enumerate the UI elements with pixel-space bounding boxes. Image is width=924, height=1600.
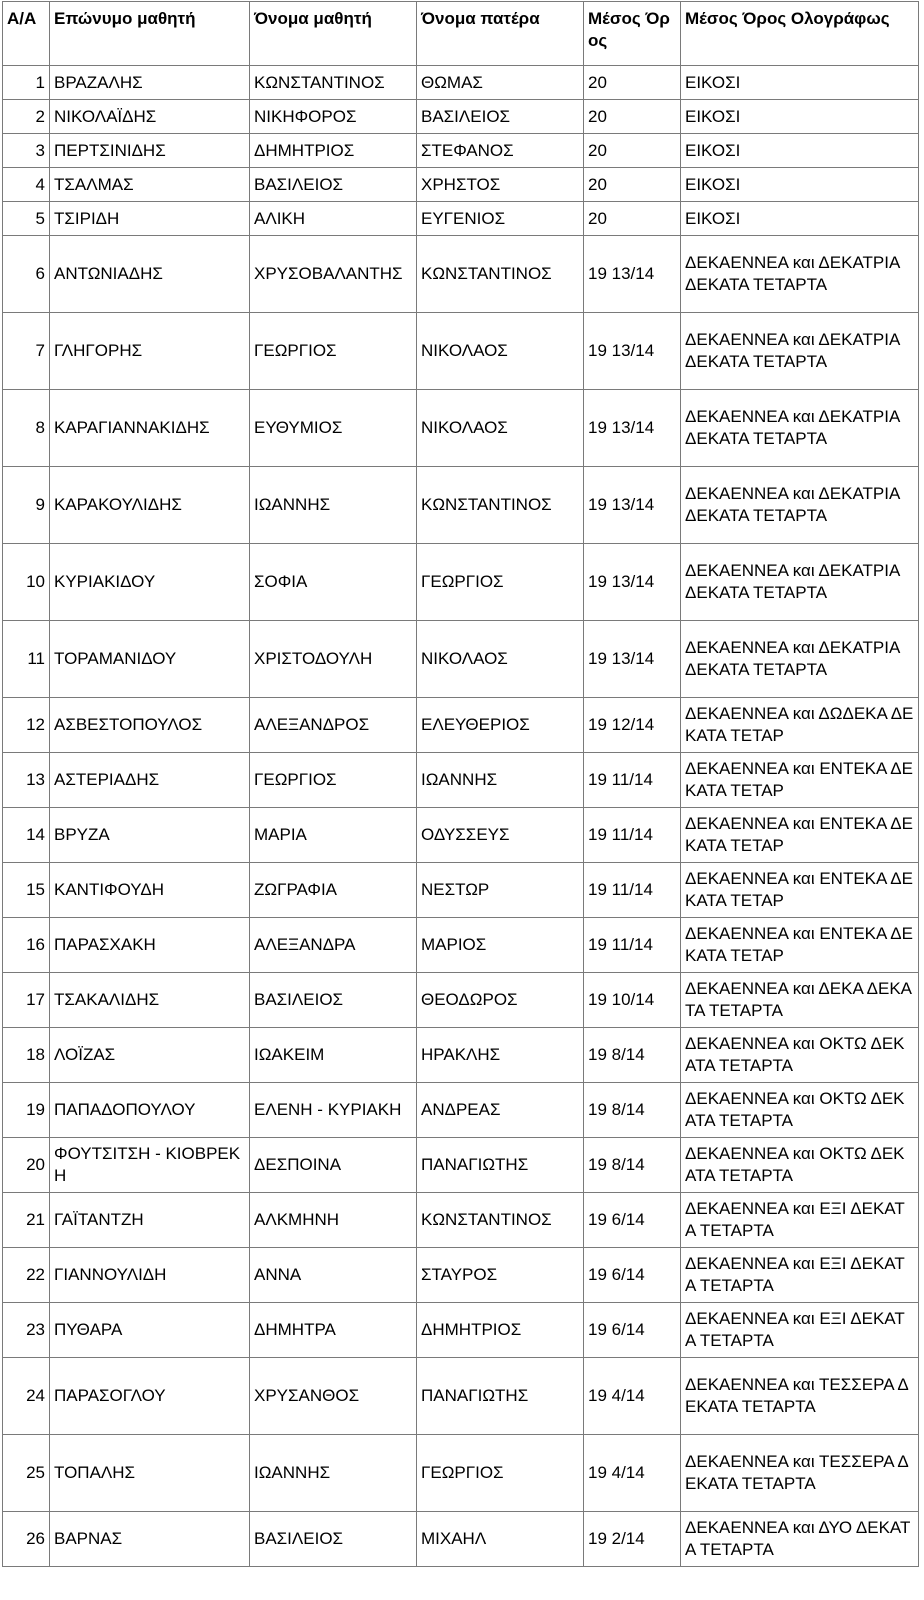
table-row xyxy=(3,973,919,1028)
cell-aa: 12 xyxy=(3,698,50,753)
cell-average-words: ΕΙΚΟΣΙ xyxy=(681,100,919,134)
cell-surname: ΠΕΡΤΣΙΝΙΔΗΣ xyxy=(50,134,250,168)
cell-average-words: ΔΕΚΑΕΝΝΕΑ και ΔΥΟ ΔΕΚΑΤΑ ΤΕΤΑΡΤΑ xyxy=(681,1512,919,1567)
grades-table xyxy=(2,1,919,1567)
cell-father: ΒΑΣΙΛΕΙΟΣ xyxy=(417,100,584,134)
table-row xyxy=(3,918,919,973)
cell-father: ΗΡΑΚΛΗΣ xyxy=(417,1028,584,1083)
cell-father: ΣΤΕΦΑΝΟΣ xyxy=(417,134,584,168)
cell-average-words: ΕΙΚΟΣΙ xyxy=(681,134,919,168)
header-row xyxy=(3,2,919,66)
cell-surname: ΑΣΒΕΣΤΟΠΟΥΛΟΣ xyxy=(50,698,250,753)
cell-average: 19 11/14 xyxy=(584,863,681,918)
cell-father: ΘΩΜΑΣ xyxy=(417,66,584,100)
table-row xyxy=(3,698,919,753)
table-row xyxy=(3,1248,919,1303)
header-average: Μέσος Όρος xyxy=(584,2,681,66)
cell-average-words: ΕΙΚΟΣΙ xyxy=(681,168,919,202)
cell-aa: 21 xyxy=(3,1193,50,1248)
cell-average-words: ΔΕΚΑΕΝΝΕΑ και ΕΞΙ ΔΕΚΑΤΑ ΤΕΤΑΡΤΑ xyxy=(681,1248,919,1303)
cell-aa: 25 xyxy=(3,1435,50,1512)
cell-father: ΔΗΜΗΤΡΙΟΣ xyxy=(417,1303,584,1358)
cell-surname: ΤΣΑΚΑΛΙΔΗΣ xyxy=(50,973,250,1028)
cell-aa: 14 xyxy=(3,808,50,863)
cell-father: ΕΛΕΥΘΕΡΙΟΣ xyxy=(417,698,584,753)
cell-surname: ΚΑΡΑΚΟΥΛΙΔΗΣ xyxy=(50,467,250,544)
cell-aa: 1 xyxy=(3,66,50,100)
cell-surname: ΝΙΚΟΛΑΪΔΗΣ xyxy=(50,100,250,134)
cell-father: ΝΙΚΟΛΑΟΣ xyxy=(417,313,584,390)
cell-average-words: ΔΕΚΑΕΝΝΕΑ και ΟΚΤΩ ΔΕΚΑΤΑ ΤΕΤΑΡΤΑ xyxy=(681,1138,919,1193)
table-row xyxy=(3,313,919,390)
header-father: Όνομα πατέρα xyxy=(417,2,584,66)
table-row xyxy=(3,202,919,236)
cell-average: 19 2/14 xyxy=(584,1512,681,1567)
cell-surname: ΠΥΘΑΡΑ xyxy=(50,1303,250,1358)
cell-name: ΣΟΦΙΑ xyxy=(250,544,417,621)
cell-average-words: ΔΕΚΑΕΝΝΕΑ και ΔΕΚΑΤΡΙΑ ΔΕΚΑΤΑ ΤΕΤΑΡΤΑ xyxy=(681,621,919,698)
table-row xyxy=(3,100,919,134)
table-row xyxy=(3,134,919,168)
cell-average-words: ΔΕΚΑΕΝΝΕΑ και ΔΕΚΑΤΡΙΑ ΔΕΚΑΤΑ ΤΕΤΑΡΤΑ xyxy=(681,390,919,467)
cell-aa: 9 xyxy=(3,467,50,544)
table-row xyxy=(3,1193,919,1248)
cell-average: 19 12/14 xyxy=(584,698,681,753)
table-row xyxy=(3,66,919,100)
cell-average: 19 6/14 xyxy=(584,1193,681,1248)
cell-aa: 7 xyxy=(3,313,50,390)
cell-father: ΟΔΥΣΣΕΥΣ xyxy=(417,808,584,863)
cell-average: 19 13/14 xyxy=(584,621,681,698)
cell-father: ΝΕΣΤΩΡ xyxy=(417,863,584,918)
cell-name: ΕΥΘΥΜΙΟΣ xyxy=(250,390,417,467)
cell-father: ΙΩΑΝΝΗΣ xyxy=(417,753,584,808)
cell-surname: ΓΛΗΓΟΡΗΣ xyxy=(50,313,250,390)
cell-average-words: ΔΕΚΑΕΝΝΕΑ και ΔΕΚΑΤΡΙΑ ΔΕΚΑΤΑ ΤΕΤΑΡΤΑ xyxy=(681,313,919,390)
cell-father: ΠΑΝΑΓΙΩΤΗΣ xyxy=(417,1138,584,1193)
cell-surname: ΓΑΪΤΑΝΤΖΗ xyxy=(50,1193,250,1248)
cell-name: ΧΡΥΣΑΝΘΟΣ xyxy=(250,1358,417,1435)
cell-average: 19 4/14 xyxy=(584,1358,681,1435)
cell-name: ΕΛΕΝΗ - ΚΥΡΙΑΚΗ xyxy=(250,1083,417,1138)
cell-aa: 26 xyxy=(3,1512,50,1567)
table-row xyxy=(3,1358,919,1435)
cell-name: ΝΙΚΗΦΟΡΟΣ xyxy=(250,100,417,134)
cell-name: ΜΑΡΙΑ xyxy=(250,808,417,863)
cell-surname: ΠΑΡΑΣΟΓΛΟΥ xyxy=(50,1358,250,1435)
header-average-words: Μέσος Όρος Ολογράφως xyxy=(681,2,919,66)
cell-average: 19 11/14 xyxy=(584,808,681,863)
cell-surname: ΠΑΡΑΣΧΑΚΗ xyxy=(50,918,250,973)
cell-name: ΑΛΕΞΑΝΔΡΟΣ xyxy=(250,698,417,753)
cell-aa: 5 xyxy=(3,202,50,236)
header-surname: Επώνυμο μαθητή xyxy=(50,2,250,66)
cell-surname: ΚΑΡΑΓΙΑΝΝΑΚΙΔΗΣ xyxy=(50,390,250,467)
table-row xyxy=(3,808,919,863)
cell-aa: 22 xyxy=(3,1248,50,1303)
cell-average: 19 11/14 xyxy=(584,918,681,973)
cell-name: ΔΗΜΗΤΡΑ xyxy=(250,1303,417,1358)
cell-father: ΚΩΝΣΤΑΝΤΙΝΟΣ xyxy=(417,1193,584,1248)
cell-aa: 11 xyxy=(3,621,50,698)
cell-average-words: ΔΕΚΑΕΝΝΕΑ και ΟΚΤΩ ΔΕΚΑΤΑ ΤΕΤΑΡΤΑ xyxy=(681,1028,919,1083)
cell-father: ΓΕΩΡΓΙΟΣ xyxy=(417,1435,584,1512)
cell-aa: 6 xyxy=(3,236,50,313)
cell-average: 20 xyxy=(584,66,681,100)
cell-average-words: ΕΙΚΟΣΙ xyxy=(681,202,919,236)
cell-average: 19 8/14 xyxy=(584,1083,681,1138)
cell-name: ΑΛΙΚΗ xyxy=(250,202,417,236)
cell-name: ΒΑΣΙΛΕΙΟΣ xyxy=(250,1512,417,1567)
cell-surname: ΤΣΑΛΜΑΣ xyxy=(50,168,250,202)
cell-name: ΧΡΙΣΤΟΔΟΥΛΗ xyxy=(250,621,417,698)
table-row xyxy=(3,390,919,467)
cell-father: ΝΙΚΟΛΑΟΣ xyxy=(417,621,584,698)
cell-name: ΧΡΥΣΟΒΑΛΑΝΤΗΣ xyxy=(250,236,417,313)
cell-name: ΓΕΩΡΓΙΟΣ xyxy=(250,313,417,390)
cell-average-words: ΔΕΚΑΕΝΝΕΑ και ΕΝΤΕΚΑ ΔΕΚΑΤΑ ΤΕΤΑΡ xyxy=(681,753,919,808)
cell-name: ΒΑΣΙΛΕΙΟΣ xyxy=(250,973,417,1028)
header-name: Όνομα μαθητή xyxy=(250,2,417,66)
table-body xyxy=(3,66,919,1567)
cell-average: 19 13/14 xyxy=(584,313,681,390)
cell-average: 19 10/14 xyxy=(584,973,681,1028)
header-aa: Α/Α xyxy=(3,2,50,66)
cell-average-words: ΔΕΚΑΕΝΝΕΑ και ΔΕΚΑ ΔΕΚΑΤΑ ΤΕΤΑΡΤΑ xyxy=(681,973,919,1028)
cell-average-words: ΔΕΚΑΕΝΝΕΑ και ΔΕΚΑΤΡΙΑ ΔΕΚΑΤΑ ΤΕΤΑΡΤΑ xyxy=(681,467,919,544)
cell-average: 19 11/14 xyxy=(584,753,681,808)
cell-name: ΑΛΕΞΑΝΔΡΑ xyxy=(250,918,417,973)
cell-name: ΑΛΚΜΗΝΗ xyxy=(250,1193,417,1248)
cell-average-words: ΔΕΚΑΕΝΝΕΑ και ΔΕΚΑΤΡΙΑ ΔΕΚΑΤΑ ΤΕΤΑΡΤΑ xyxy=(681,544,919,621)
cell-aa: 2 xyxy=(3,100,50,134)
cell-aa: 8 xyxy=(3,390,50,467)
cell-surname: ΒΡΑΖΑΛΗΣ xyxy=(50,66,250,100)
cell-average-words: ΔΕΚΑΕΝΝΕΑ και ΕΞΙ ΔΕΚΑΤΑ ΤΕΤΑΡΤΑ xyxy=(681,1193,919,1248)
table-row xyxy=(3,1138,919,1193)
cell-average-words: ΔΕΚΑΕΝΝΕΑ και ΔΕΚΑΤΡΙΑ ΔΕΚΑΤΑ ΤΕΤΑΡΤΑ xyxy=(681,236,919,313)
table-row xyxy=(3,168,919,202)
cell-aa: 4 xyxy=(3,168,50,202)
cell-aa: 15 xyxy=(3,863,50,918)
cell-father: ΠΑΝΑΓΙΩΤΗΣ xyxy=(417,1358,584,1435)
cell-average-words: ΔΕΚΑΕΝΝΕΑ και ΕΝΤΕΚΑ ΔΕΚΑΤΑ ΤΕΤΑΡ xyxy=(681,808,919,863)
cell-name: ΔΕΣΠΟΙΝΑ xyxy=(250,1138,417,1193)
cell-average: 19 4/14 xyxy=(584,1435,681,1512)
cell-average-words: ΕΙΚΟΣΙ xyxy=(681,66,919,100)
cell-aa: 10 xyxy=(3,544,50,621)
cell-aa: 3 xyxy=(3,134,50,168)
cell-average-words: ΔΕΚΑΕΝΝΕΑ και ΕΝΤΕΚΑ ΔΕΚΑΤΑ ΤΕΤΑΡ xyxy=(681,863,919,918)
cell-average: 19 6/14 xyxy=(584,1303,681,1358)
table-row xyxy=(3,236,919,313)
cell-average: 19 8/14 xyxy=(584,1028,681,1083)
table-row xyxy=(3,467,919,544)
cell-surname: ΠΑΠΑΔΟΠΟΥΛΟΥ xyxy=(50,1083,250,1138)
cell-surname: ΑΣΤΕΡΙΑΔΗΣ xyxy=(50,753,250,808)
cell-aa: 18 xyxy=(3,1028,50,1083)
table-row xyxy=(3,863,919,918)
table-row xyxy=(3,753,919,808)
cell-father: ΚΩΝΣΤΑΝΤΙΝΟΣ xyxy=(417,236,584,313)
cell-average: 19 13/14 xyxy=(584,236,681,313)
cell-average: 19 13/14 xyxy=(584,544,681,621)
cell-aa: 24 xyxy=(3,1358,50,1435)
cell-name: ΙΩΑΝΝΗΣ xyxy=(250,467,417,544)
cell-aa: 13 xyxy=(3,753,50,808)
cell-average: 20 xyxy=(584,168,681,202)
cell-name: ΖΩΓΡΑΦΙΑ xyxy=(250,863,417,918)
cell-father: ΜΙΧΑΗΛ xyxy=(417,1512,584,1567)
cell-father: ΝΙΚΟΛΑΟΣ xyxy=(417,390,584,467)
cell-average: 19 13/14 xyxy=(584,467,681,544)
cell-surname: ΤΟΡΑΜΑΝΙΔΟΥ xyxy=(50,621,250,698)
cell-average: 19 8/14 xyxy=(584,1138,681,1193)
cell-name: ΑΝΝΑ xyxy=(250,1248,417,1303)
table-row xyxy=(3,1435,919,1512)
cell-surname: ΒΡΥΖΑ xyxy=(50,808,250,863)
cell-father: ΓΕΩΡΓΙΟΣ xyxy=(417,544,584,621)
cell-father: ΑΝΔΡΕΑΣ xyxy=(417,1083,584,1138)
cell-name: ΔΗΜΗΤΡΙΟΣ xyxy=(250,134,417,168)
cell-aa: 19 xyxy=(3,1083,50,1138)
cell-aa: 23 xyxy=(3,1303,50,1358)
cell-name: ΓΕΩΡΓΙΟΣ xyxy=(250,753,417,808)
cell-surname: ΑΝΤΩΝΙΑΔΗΣ xyxy=(50,236,250,313)
cell-surname: ΚΥΡΙΑΚΙΔΟΥ xyxy=(50,544,250,621)
cell-father: ΜΑΡΙΟΣ xyxy=(417,918,584,973)
cell-average: 19 13/14 xyxy=(584,390,681,467)
cell-father: ΕΥΓΕΝΙΟΣ xyxy=(417,202,584,236)
cell-father: ΘΕΟΔΩΡΟΣ xyxy=(417,973,584,1028)
table-row xyxy=(3,1083,919,1138)
cell-father: ΣΤΑΥΡΟΣ xyxy=(417,1248,584,1303)
cell-average-words: ΔΕΚΑΕΝΝΕΑ και ΕΝΤΕΚΑ ΔΕΚΑΤΑ ΤΕΤΑΡ xyxy=(681,918,919,973)
cell-aa: 17 xyxy=(3,973,50,1028)
cell-average-words: ΔΕΚΑΕΝΝΕΑ και ΕΞΙ ΔΕΚΑΤΑ ΤΕΤΑΡΤΑ xyxy=(681,1303,919,1358)
table-row xyxy=(3,621,919,698)
cell-surname: ΓΙΑΝΝΟΥΛΙΔΗ xyxy=(50,1248,250,1303)
cell-surname: ΒΑΡΝΑΣ xyxy=(50,1512,250,1567)
cell-aa: 16 xyxy=(3,918,50,973)
cell-father: ΚΩΝΣΤΑΝΤΙΝΟΣ xyxy=(417,467,584,544)
cell-aa: 20 xyxy=(3,1138,50,1193)
table-row xyxy=(3,1512,919,1567)
cell-average-words: ΔΕΚΑΕΝΝΕΑ και ΟΚΤΩ ΔΕΚΑΤΑ ΤΕΤΑΡΤΑ xyxy=(681,1083,919,1138)
table-row xyxy=(3,1303,919,1358)
cell-surname: ΤΟΠΑΛΗΣ xyxy=(50,1435,250,1512)
cell-surname: ΛΟΪΖΑΣ xyxy=(50,1028,250,1083)
cell-name: ΙΩΑΝΝΗΣ xyxy=(250,1435,417,1512)
cell-average: 20 xyxy=(584,134,681,168)
cell-surname: ΚΑΝΤΙΦΟΥΔΗ xyxy=(50,863,250,918)
cell-surname: ΦΟΥΤΣΙΤΣΗ - ΚΙΟΒΡΕΚΗ xyxy=(50,1138,250,1193)
cell-average-words: ΔΕΚΑΕΝΝΕΑ και ΤΕΣΣΕΡΑ ΔΕΚΑΤΑ ΤΕΤΑΡΤΑ xyxy=(681,1358,919,1435)
cell-name: ΒΑΣΙΛΕΙΟΣ xyxy=(250,168,417,202)
cell-average-words: ΔΕΚΑΕΝΝΕΑ και ΔΩΔΕΚΑ ΔΕΚΑΤΑ ΤΕΤΑΡ xyxy=(681,698,919,753)
cell-average: 20 xyxy=(584,100,681,134)
cell-average: 19 6/14 xyxy=(584,1248,681,1303)
cell-father: ΧΡΗΣΤΟΣ xyxy=(417,168,584,202)
table-row xyxy=(3,1028,919,1083)
cell-name: ΚΩΝΣΤΑΝΤΙΝΟΣ xyxy=(250,66,417,100)
cell-name: ΙΩΑΚΕΙΜ xyxy=(250,1028,417,1083)
cell-average: 20 xyxy=(584,202,681,236)
cell-surname: ΤΣΙΡΙΔΗ xyxy=(50,202,250,236)
table-row xyxy=(3,544,919,621)
cell-average-words: ΔΕΚΑΕΝΝΕΑ και ΤΕΣΣΕΡΑ ΔΕΚΑΤΑ ΤΕΤΑΡΤΑ xyxy=(681,1435,919,1512)
